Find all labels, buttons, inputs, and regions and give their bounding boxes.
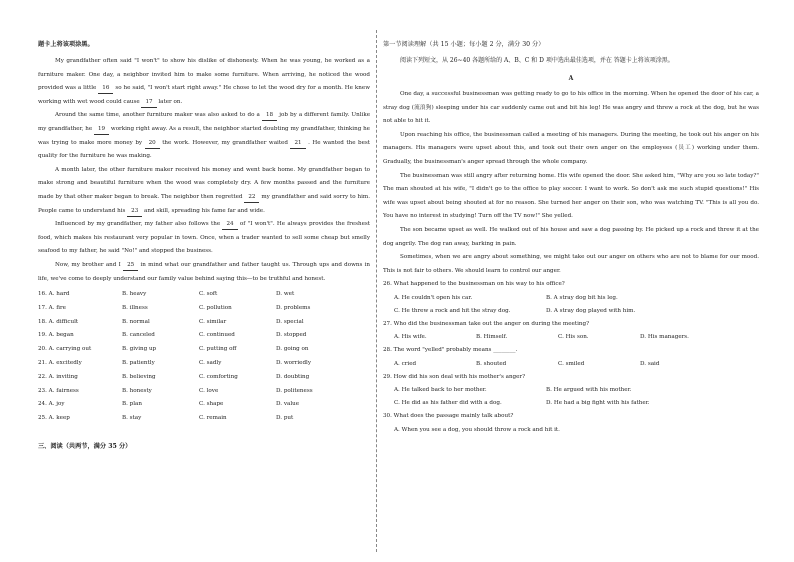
option-27a: A. His wife.	[394, 334, 427, 341]
cloze-paragraph-3: A month later, the other furniture maker received his money and went back home. My grandfather began to make strong and beautiful furniture when the wood was completely dry. A few months passed and the furniture made by that other maker began to break. The neighbor then regretted 22 my grandfather and said sorry to him. People came to understand his 23 and skill, spreading his fame far and wide.	[38, 164, 370, 218]
option-28b: B. shouted	[476, 360, 507, 367]
question-30	[383, 410, 759, 436]
option-row-25: 25. A. keep B. stay C. remain D. put	[38, 415, 294, 422]
option-29d: D. He had a big fight with his father.	[546, 400, 650, 407]
question-27	[383, 318, 759, 344]
blank-19: 19	[94, 125, 109, 135]
left-column	[38, 38, 370, 454]
option-row-17: 17. A. fire B. illness C. pollution D. problems	[38, 304, 311, 311]
option-29c: C. He did as his father did with a dog.	[394, 400, 502, 407]
option-30a: A. When you see a dog, you should throw a rock and hit it.	[394, 426, 560, 433]
right-column	[383, 38, 759, 437]
option-27d: D. His managers.	[640, 334, 689, 341]
option-26a: A. He couldn't open his car.	[394, 294, 473, 301]
reading-instructions: 阅读下列短文，从 26~40 各题所给的 A、B、C 和 D 项中选出最佳选项，并在 答题卡上将该项涂黑。	[400, 57, 674, 64]
blank-20: 20	[145, 139, 160, 149]
passage-paragraph-4: The son became upset as well. He walked out of his house and saw a dog passing by. He picked up a rock and threw it at the dog angrily. The dog ran away, barking in pain.	[383, 226, 759, 247]
option-29b: B. He argued with his mother.	[546, 386, 632, 393]
cloze-paragraph-4: Influenced by my grandfather, my father also follows the 24 of "I won't". He always provides the freshest food, which makes his restaurant very popular in town. Once, when a trader wanted to sell some cheap but smelly seafood to my father, he said "No!" and stopped the business.	[38, 221, 371, 255]
blank-17: 17	[141, 98, 156, 108]
section-1-heading: 第一节阅读理解（共 15 小题；每小题 2 分，满分 30 分）	[383, 41, 545, 48]
question-stem: 26. What happened to the businessman on his way to his office?	[383, 281, 565, 288]
option-row-19: 19. A. began B. canceled C. continued D. stopped	[38, 332, 307, 339]
cloze-paragraph-1: My grandfather often said "I won't" to show his dislike of dishonesty. When he was young, he worked as a furniture maker. One day, a neighbor invited him to make some furniture. When arriving, he noticed the wood provided was a little 16 so he said, "I won't start right away." He chose to let the wood dry for a month. He knew working with wet wood could cause 17 later on.	[38, 55, 370, 109]
question-stem: 30. What does the passage mainly talk about?	[383, 413, 514, 420]
option-row-23: 23. A. fairness B. honesty C. love D. politeness	[38, 387, 313, 394]
cloze-paragraph-2: Around the same time, another furniture maker was also asked to do a 18 job by a different family. Unlike my grandfather, he 19 working right away. As a result, the neighbor started doubting my grandfather, thinking he was trying to make more money by 20 the work. However, my grandfather waited 21 . He wanted the best quality for the furniture he was making.	[38, 112, 371, 160]
question-stem: 29. How did his son deal with his mother's anger?	[383, 373, 526, 380]
option-row-22: 22. A. inviting B. believing C. comforting D. doubting	[38, 373, 310, 380]
question-26	[383, 278, 759, 318]
column-divider	[376, 30, 377, 552]
option-row-21: 21. A. excitedly B. patiently C. sadly D. worriedly	[38, 360, 311, 367]
blank-25: 25	[123, 261, 138, 271]
question-stem: 27. Who did the businessman take out the anger on during the meeting?	[383, 320, 590, 327]
blank-24: 24	[222, 220, 237, 230]
blank-18: 18	[262, 111, 277, 121]
option-row-18: 18. A. difficult B. normal C. similar D. special	[38, 318, 304, 325]
passage-paragraph-3: The businessman was still angry after returning home. His wife opened the door. She asked him, "Why are you so late today?" The man shouted at his wife, "I didn't go to the office to play soccer. I want to work. So don't ask me such stupid questions!" His wife was upset about being shouted at for no reason. She turned her anger on their son, who was watching TV. "This is all you do. You have no interest in studying! Turn off the TV now!" She yelled.	[383, 172, 759, 220]
option-row-24: 24. A. joy B. plan C. shape D. value	[38, 401, 300, 408]
question-29	[383, 371, 759, 411]
blank-23: 23	[127, 207, 142, 217]
option-26c: C. He threw a rock and hit the stray dog.	[394, 307, 511, 314]
blank-16: 16	[98, 84, 113, 94]
option-26d: D. A stray dog played with him.	[546, 307, 636, 314]
question-stem: 28. The word "yelled" probably means ________.	[383, 347, 518, 354]
blank-21: 21	[290, 139, 305, 149]
passage-paragraph-1: One day, a successful businessman was getting ready to go to his office in the morning. When he opened the door of his car, a stray dog (流浪狗) sleeping under his car suddenly came out and bit his leg! He was angry and threw a rock at the dog, but he was not able to hit it.	[383, 91, 759, 125]
cloze-options	[38, 288, 370, 426]
option-27c: C. His son.	[558, 334, 589, 341]
option-29a: A. He talked back to her mother.	[394, 386, 487, 393]
instruction-tail: 题卡上将该项涂黑。	[38, 41, 94, 48]
section-3-heading: 三、阅读（共两节，满分 35 分）	[38, 443, 132, 451]
passage-paragraph-2: Upon reaching his office, the businessman called a meeting of his managers. During the meeting, he took out his anger on his managers. His managers were upset about this, and took out their own anger on the employees (员工) working under them. Gradually, the businessman's anger spread through the whole company.	[383, 131, 759, 165]
option-28d: D. said	[640, 360, 660, 367]
cloze-paragraph-5: Now, my brother and I 25 in mind what our grandfather and father taught us. Through ups and downs in life, we've come to deeply understand our family value behind saying this—to be truthful and honest.	[38, 261, 371, 282]
question-28	[383, 344, 759, 370]
option-28a: A. cried	[394, 360, 417, 367]
passage-paragraph-5: Sometimes, when we are angry about something, we might take out our anger on others who are not to blame for our mood. This is not fair to others. We should learn to control our anger.	[383, 254, 759, 274]
option-26b: B. A stray dog bit his leg.	[546, 294, 618, 301]
option-row-16: 16. A. hard B. heavy C. soft D. wet	[38, 291, 295, 298]
option-27b: B. Himself.	[476, 334, 508, 341]
blank-22: 22	[244, 193, 259, 203]
option-28c: C. smiled	[558, 360, 585, 367]
passage-label: A	[568, 75, 574, 82]
option-row-20: 20. A. carrying out B. giving up C. putting off D. going on	[38, 346, 309, 353]
